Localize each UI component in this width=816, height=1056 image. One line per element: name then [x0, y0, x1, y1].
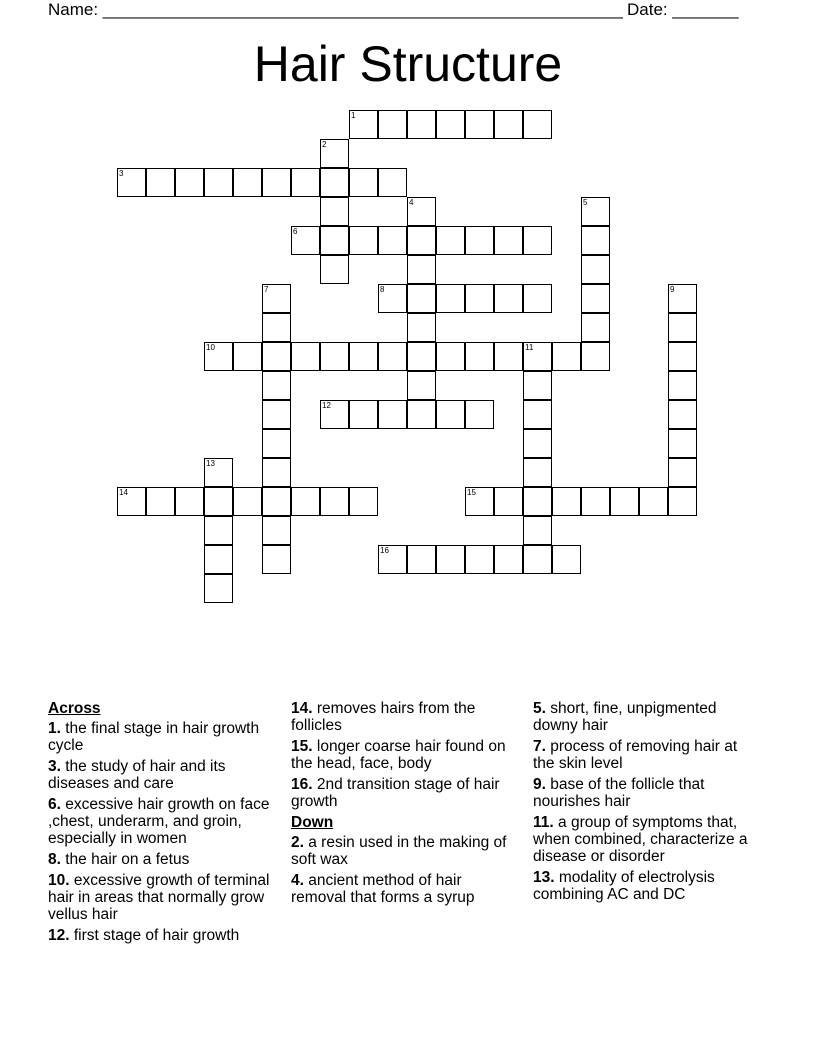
grid-cell[interactable]	[291, 487, 320, 516]
clue-text: ancient method of hair removal that forms a syrup	[291, 872, 475, 906]
cell-number: 1	[351, 111, 356, 120]
cell-number: 13	[206, 459, 215, 468]
grid-cell[interactable]	[291, 342, 320, 371]
clue-number: 12.	[48, 927, 70, 944]
grid-cell[interactable]	[668, 458, 697, 487]
grid-cell[interactable]	[407, 284, 436, 313]
grid-cell[interactable]	[262, 545, 291, 574]
clue-text: a group of symptoms that, when combined, characterize a disease or disorder	[533, 814, 748, 865]
clue-number: 10.	[48, 872, 70, 889]
grid-cell[interactable]	[465, 110, 494, 139]
clue-number: 15.	[291, 738, 313, 755]
clue-number: 5.	[533, 700, 546, 717]
grid-cell[interactable]	[523, 516, 552, 545]
clue-item	[291, 738, 521, 772]
cell-number: 5	[583, 198, 588, 207]
clue-item	[291, 776, 521, 810]
clue-text: short, fine, unpigmented downy hair	[533, 700, 717, 734]
clue-number: 13.	[533, 869, 555, 886]
grid-cell[interactable]	[494, 545, 523, 574]
grid-cell[interactable]	[523, 226, 552, 255]
grid-cell[interactable]	[494, 284, 523, 313]
grid-cell[interactable]	[581, 226, 610, 255]
grid-cell[interactable]	[262, 284, 291, 313]
grid-cell[interactable]	[175, 487, 204, 516]
grid-cell[interactable]	[581, 284, 610, 313]
grid-cell[interactable]	[320, 139, 349, 168]
clue-item	[533, 814, 763, 865]
grid-cell[interactable]	[378, 284, 407, 313]
grid-cell[interactable]	[639, 487, 668, 516]
cell-number: 8	[380, 285, 385, 294]
grid-cell[interactable]	[262, 429, 291, 458]
grid-cell[interactable]	[407, 313, 436, 342]
clue-number: 11.	[533, 814, 554, 831]
grid-cell[interactable]	[291, 226, 320, 255]
grid-cell[interactable]	[436, 284, 465, 313]
grid-cell[interactable]	[668, 400, 697, 429]
grid-cell[interactable]	[320, 342, 349, 371]
clue-text: 2nd transition stage of hair growth	[291, 776, 500, 810]
grid-cell[interactable]	[204, 516, 233, 545]
grid-cell[interactable]	[320, 487, 349, 516]
grid-cell[interactable]	[668, 371, 697, 400]
grid-cell[interactable]	[349, 400, 378, 429]
clue-item	[48, 796, 283, 847]
grid-cell[interactable]	[668, 313, 697, 342]
grid-cell[interactable]	[349, 342, 378, 371]
grid-cell[interactable]	[320, 168, 349, 197]
grid-cell[interactable]	[407, 255, 436, 284]
clues-column-2	[291, 700, 521, 910]
grid-cell[interactable]	[378, 342, 407, 371]
grid-cell[interactable]	[262, 313, 291, 342]
grid-cell[interactable]	[349, 168, 378, 197]
grid-cell[interactable]	[465, 545, 494, 574]
grid-cell[interactable]	[494, 487, 523, 516]
clue-text: excessive hair growth on face ,chest, underarm, and groin, especially in women	[48, 796, 270, 847]
grid-cell[interactable]	[262, 342, 291, 371]
grid-cell[interactable]	[262, 168, 291, 197]
grid-cell[interactable]	[494, 110, 523, 139]
date-line: Date: _______	[627, 0, 739, 19]
clue-number: 16.	[291, 776, 313, 793]
cell-number: 9	[670, 285, 675, 294]
clue-number: 2.	[291, 834, 304, 851]
grid-cell[interactable]	[523, 110, 552, 139]
grid-cell[interactable]	[465, 226, 494, 255]
clue-item	[291, 872, 521, 906]
cell-number: 7	[264, 285, 269, 294]
grid-cell[interactable]	[378, 545, 407, 574]
grid-cell[interactable]	[407, 110, 436, 139]
grid-cell[interactable]	[233, 342, 262, 371]
grid-cell[interactable]	[262, 371, 291, 400]
grid-cell[interactable]	[204, 545, 233, 574]
clue-text: a resin used in the making of soft wax	[291, 834, 507, 868]
grid-cell[interactable]	[233, 487, 262, 516]
clue-item	[533, 738, 763, 772]
cell-number: 10	[206, 343, 215, 352]
grid-cell[interactable]	[407, 371, 436, 400]
grid-cell[interactable]	[175, 168, 204, 197]
clue-text: process of removing hair at the skin level	[533, 738, 738, 772]
grid-cell[interactable]	[262, 487, 291, 516]
grid-cell[interactable]	[581, 197, 610, 226]
cell-number: 12	[322, 401, 331, 410]
grid-cell[interactable]	[523, 429, 552, 458]
grid-cell[interactable]	[291, 168, 320, 197]
grid-cell[interactable]	[407, 197, 436, 226]
grid-cell[interactable]	[436, 400, 465, 429]
grid-cell[interactable]	[581, 487, 610, 516]
grid-cell[interactable]	[320, 226, 349, 255]
clue-item	[48, 851, 283, 868]
clue-text: first stage of hair growth	[73, 927, 240, 944]
grid-cell[interactable]	[581, 313, 610, 342]
clue-item	[291, 700, 521, 734]
grid-cell[interactable]	[204, 574, 233, 603]
clue-item	[48, 872, 283, 923]
clue-text: base of the follicle that nourishes hair	[533, 776, 705, 810]
clue-text: the final stage in hair growth cycle	[48, 720, 260, 754]
clues-column-1	[48, 700, 283, 948]
cell-number: 16	[380, 546, 389, 555]
cell-number: 2	[322, 140, 327, 149]
clue-item	[48, 720, 283, 754]
clue-item	[533, 869, 763, 903]
grid-cell[interactable]	[378, 400, 407, 429]
grid-cell[interactable]	[378, 110, 407, 139]
grid-cell[interactable]	[494, 342, 523, 371]
cell-number: 15	[467, 488, 476, 497]
clue-number: 14.	[291, 700, 313, 717]
grid-cell[interactable]	[523, 371, 552, 400]
grid-cell[interactable]	[523, 458, 552, 487]
grid-cell[interactable]	[320, 197, 349, 226]
grid-cell[interactable]	[320, 255, 349, 284]
grid-cell[interactable]	[378, 168, 407, 197]
grid-cell[interactable]	[436, 226, 465, 255]
grid-cell[interactable]	[117, 168, 146, 197]
name-line: Name: _______________________________________________________	[48, 0, 623, 19]
clue-number: 7.	[533, 738, 546, 755]
clue-text: removes hairs from the follicles	[291, 700, 476, 734]
grid-cell[interactable]	[436, 342, 465, 371]
grid-cell[interactable]	[552, 342, 581, 371]
grid-cell[interactable]	[407, 400, 436, 429]
across-heading: Across	[48, 700, 101, 717]
grid-cell[interactable]	[349, 110, 378, 139]
grid-cell[interactable]	[407, 226, 436, 255]
grid-cell[interactable]	[465, 487, 494, 516]
cell-number: 14	[119, 488, 128, 497]
grid-cell[interactable]	[668, 342, 697, 371]
grid-cell[interactable]	[262, 400, 291, 429]
grid-cell[interactable]	[465, 342, 494, 371]
cell-number: 3	[119, 169, 124, 178]
clue-item	[48, 758, 283, 792]
grid-cell[interactable]	[146, 168, 175, 197]
grid-cell[interactable]	[610, 487, 639, 516]
grid-cell[interactable]	[407, 545, 436, 574]
down-heading: Down	[291, 814, 334, 831]
clue-number: 4.	[291, 872, 304, 889]
grid-cell[interactable]	[262, 458, 291, 487]
grid-cell[interactable]	[552, 545, 581, 574]
grid-cell[interactable]	[204, 458, 233, 487]
cell-number: 11	[525, 343, 534, 352]
grid-cell[interactable]	[465, 284, 494, 313]
grid-cell[interactable]	[523, 342, 552, 371]
clues-column-3	[533, 700, 763, 907]
grid-cell[interactable]	[494, 226, 523, 255]
grid-cell[interactable]	[117, 487, 146, 516]
grid-cell[interactable]	[668, 487, 697, 516]
clue-item	[533, 700, 763, 734]
clue-number: 1.	[48, 720, 61, 737]
grid-cell[interactable]	[436, 110, 465, 139]
grid-cell[interactable]	[378, 226, 407, 255]
grid-cell[interactable]	[523, 545, 552, 574]
clue-text: longer coarse hair found on the head, face, body	[291, 738, 506, 772]
grid-cell[interactable]	[204, 487, 233, 516]
clue-item	[48, 927, 283, 944]
grid-cell[interactable]	[581, 342, 610, 371]
grid-cell[interactable]	[349, 226, 378, 255]
grid-cell[interactable]	[204, 168, 233, 197]
clue-number: 3.	[48, 758, 61, 775]
clue-number: 6.	[48, 796, 61, 813]
clue-item	[291, 834, 521, 868]
clue-number: 8.	[48, 851, 61, 868]
grid-cell[interactable]	[465, 400, 494, 429]
grid-cell[interactable]	[668, 284, 697, 313]
grid-cell[interactable]	[523, 400, 552, 429]
grid-cell[interactable]	[523, 284, 552, 313]
clue-text: modality of electrolysis combining AC and DC	[533, 869, 715, 903]
grid-cell[interactable]	[204, 342, 233, 371]
cell-number: 4	[409, 198, 414, 207]
grid-cell[interactable]	[407, 342, 436, 371]
clue-item	[533, 776, 763, 810]
grid-cell[interactable]	[552, 487, 581, 516]
grid-cell[interactable]	[233, 168, 262, 197]
grid-cell[interactable]	[320, 400, 349, 429]
clue-text: the study of hair and its diseases and care	[48, 758, 226, 792]
clue-number: 9.	[533, 776, 546, 793]
grid-cell[interactable]	[146, 487, 175, 516]
page-title: Hair Structure	[253, 36, 563, 92]
grid-cell[interactable]	[581, 255, 610, 284]
grid-cell[interactable]	[523, 487, 552, 516]
grid-cell[interactable]	[668, 429, 697, 458]
grid-cell[interactable]	[262, 516, 291, 545]
clue-text: the hair on a fetus	[65, 851, 190, 868]
grid-cell[interactable]	[436, 545, 465, 574]
cell-number: 6	[293, 227, 298, 236]
clue-text: excessive growth of terminal hair in areas that normally grow vellus hair	[48, 872, 270, 923]
grid-cell[interactable]	[349, 487, 378, 516]
